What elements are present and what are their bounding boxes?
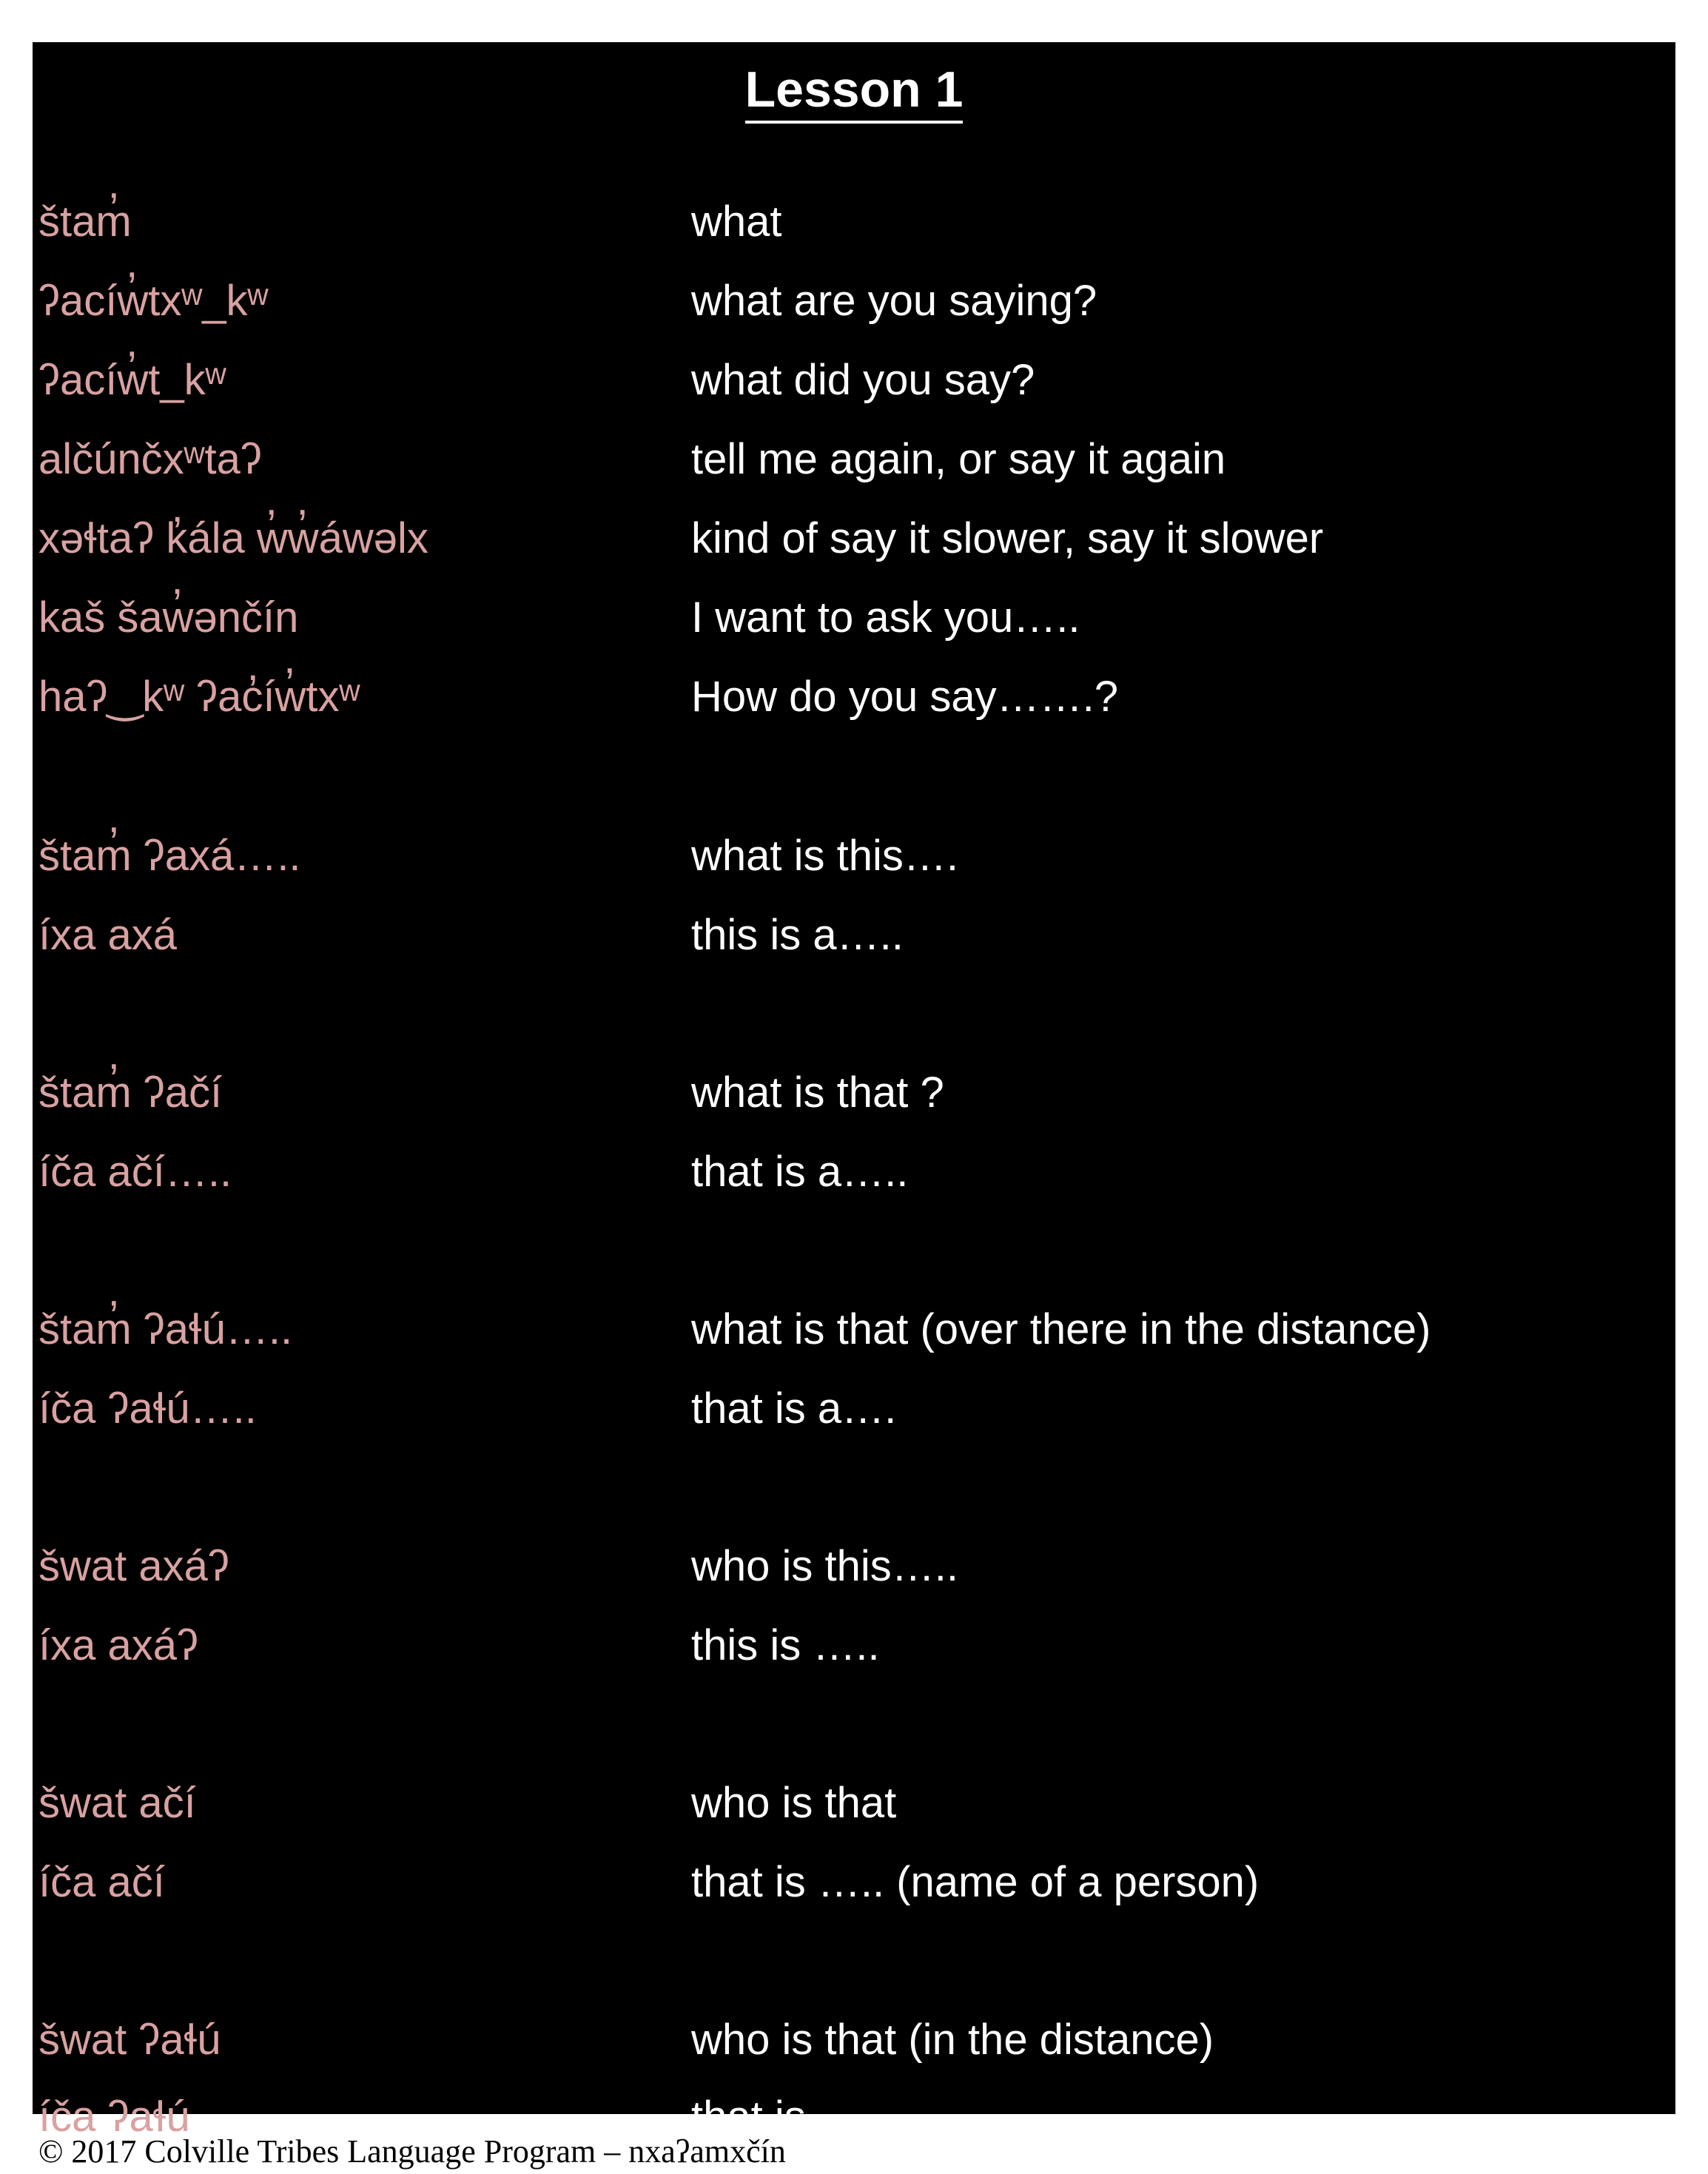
vocab-gloss: that is….. — [691, 2093, 873, 2141]
lesson-sheet — [33, 42, 1675, 2141]
vocab-row — [33, 1142, 1675, 1202]
vocab-term: haʔ‿kʷ ʔac̓íw̓txʷ — [38, 673, 360, 721]
vocab-gloss: who is that — [691, 1779, 897, 1827]
vocab-term: íča ačí — [38, 1858, 165, 1906]
vocab-term: šwat ʔaɬú — [38, 2016, 221, 2064]
vocab-term: šwat ačí — [38, 1779, 196, 1827]
vocab-gloss: what are you saying? — [691, 277, 1097, 325]
vocab-row — [33, 1537, 1675, 1596]
vocab-row — [33, 906, 1675, 965]
vocab-term: kaš šaw̓ənčín — [38, 593, 299, 642]
vocab-gloss: that is a….. — [691, 1148, 909, 1196]
vocab-row — [33, 192, 1675, 252]
vocab-gloss: kind of say it slower, say it slower — [691, 514, 1324, 562]
vocab-row — [33, 667, 1675, 727]
vocab-term: alčúnčxʷtaʔ — [38, 435, 262, 483]
vocab-gloss: what is this…. — [691, 832, 958, 880]
vocab-gloss: what — [691, 198, 782, 246]
vocab-gloss: this is ….. — [691, 1621, 880, 1669]
vocab-term: ʔacíw̓txʷ_kʷ — [38, 277, 269, 325]
vocab-gloss: who is that (in the distance) — [691, 2016, 1214, 2064]
vocab-term: íča ʔaɬú….. — [38, 1384, 257, 1433]
vocab-row — [33, 827, 1675, 886]
vocab-gloss: who is this….. — [691, 1542, 958, 1590]
vocab-gloss: that is ….. (name of a person) — [691, 1858, 1260, 1906]
vocab-gloss: what is that ? — [691, 1069, 944, 1117]
vocab-term: ʔacíw̓t_kʷ — [38, 356, 226, 404]
vocab-gloss: tell me again, or say it again — [691, 435, 1226, 483]
vocab-term: íča ʔaɬú — [38, 2093, 190, 2141]
lesson-title — [33, 60, 1675, 121]
vocab-term: šwat axáʔ — [38, 1542, 229, 1590]
vocab-gloss: what did you say? — [691, 356, 1035, 404]
vocab-row — [33, 1063, 1675, 1123]
vocab-term: xəɬtaʔ k̓ála w̓w̓áwəlx — [38, 514, 428, 562]
vocab-row — [33, 2090, 1675, 2141]
vocab-term: štam̓ ʔaxá….. — [38, 832, 301, 880]
vocab-gloss: that is a…. — [691, 1384, 897, 1433]
vocab-row — [33, 1774, 1675, 1833]
vocab-row — [33, 1379, 1675, 1438]
lesson-title-text: Lesson 1 — [745, 61, 964, 124]
vocab-term: íča ačí….. — [38, 1148, 232, 1196]
vocab-row — [33, 509, 1675, 568]
vocab-row — [33, 1853, 1675, 1912]
vocab-gloss: I want to ask you….. — [691, 593, 1080, 642]
vocab-gloss: this is a….. — [691, 911, 904, 959]
vocab-row — [33, 1616, 1675, 1675]
vocab-term: štam̓ — [38, 198, 132, 246]
copyright-footer: © 2017 Colville Tribes Language Program – nxaʔamxčín — [38, 2133, 786, 2170]
vocab-row — [33, 1300, 1675, 1359]
vocab-row — [33, 272, 1675, 331]
vocab-row — [33, 588, 1675, 647]
vocab-row — [33, 2010, 1675, 2070]
vocab-term: íxa axáʔ — [38, 1621, 198, 1669]
vocab-row — [33, 430, 1675, 489]
vocab-term: štam̓ ʔaɬú….. — [38, 1305, 293, 1353]
vocab-term: íxa axá — [38, 911, 177, 959]
vocab-row — [33, 351, 1675, 410]
vocab-term: štam̓ ʔačí — [38, 1069, 223, 1117]
vocab-gloss: what is that (over there in the distance) — [691, 1305, 1431, 1353]
vocab-gloss: How do you say…….? — [691, 673, 1119, 721]
